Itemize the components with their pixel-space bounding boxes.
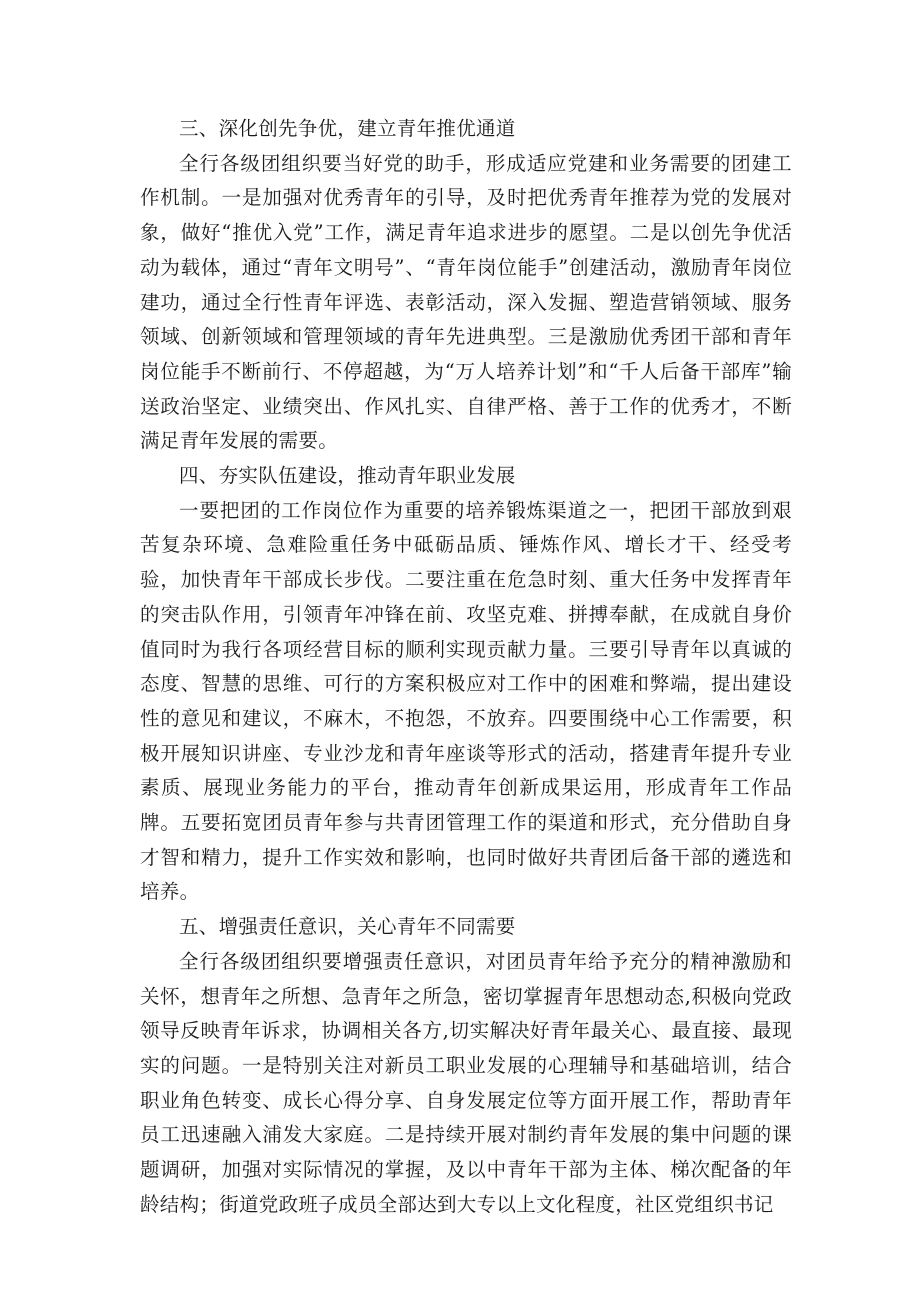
section-3-heading: 三、深化创先争优，建立青年推优通道: [179, 117, 516, 140]
section-3-paragraph: 全行各级团组织要当好党的助手，形成适应党建和业务需要的团建工作机制。一是加强对优秀青年的引导，及时把优秀青年推荐为党的发展对象，做好“推优入党”工作，满足青年追求进步的愿望。二是以创先争优活动为载体，通过“青年文明号”、“青年岗位能手”创建活动，激励青年岗位建功，通过全行性青年评选、表彰活动，深入发掘、塑造营销领域、服务领域、创新领域和管理领域的青年先进典型。三是激励优秀团干部和青年岗位能手不断前行、不停超越，为“万人培养计划”和“千人后备干部库”输送政治坚定、业绩突出、作风扎实、自律严格、善于工作的优秀才，不断满足青年发展的需要。: [140, 151, 792, 453]
section-5-heading: 五、增强责任意识，关心青年不同需要: [179, 915, 516, 939]
section-4-heading: 四、夯实队伍建设，推动青年职业发展: [179, 464, 516, 488]
section-5-paragraph: 全行各级团组织要增强责任意识，对团员青年给予充分的精神激励和关怀，想青年之所想、急青年之所急，密切掌握青年思想动态,积极向党政领导反映青年诉求，协调相关各方,切实解决好青年最关心、最直接、最现实的问题。一是特别关注对新员工职业发展的心理辅导和基础培训，结合职业角色转变、成长心得分享、自身发展定位等方面开展工作，帮助青年员工迅速融入浦发大家庭。二是持续开展对制约青年发展的集中问题的课题调研，加强对实际情况的掌握，及以中青年干部为主体、梯次配备的年龄结构；街道党政班子成员全部达到大专以上文化程度，社区党组织书记: [140, 949, 792, 1216]
section-4-paragraph: 一要把团的工作岗位作为重要的培养锻炼渠道之一，把团干部放到艰苦复杂环境、急难险重任务中砥砺品质、锤炼作风、增长才干、经受考验，加快青年干部成长步伐。二要注重在危急时刻、重大任务中发挥青年的突击队作用，引领青年冲锋在前、攻坚克难、拼搏奉献，在成就自身价值同时为我行各项经营目标的顺利实现贡献力量。三要引导青年以真诚的态度、智慧的思维、可行的方案积极应对工作中的困难和弊端，提出建设性的意见和建议，不麻木，不抱怨，不放弃。四要围绕中心工作需要，积极开展知识讲座、专业沙龙和青年座谈等形式的活动，搭建青年提升专业素质、展现业务能力的平台，推动青年创新成果运用，形成青年工作品牌。五要拓宽团员青年参与共青团管理工作的渠道和形式，充分借助自身才智和精力，提升工作实效和影响，也同时做好共青团后备干部的遴选和培养。: [140, 498, 792, 904]
